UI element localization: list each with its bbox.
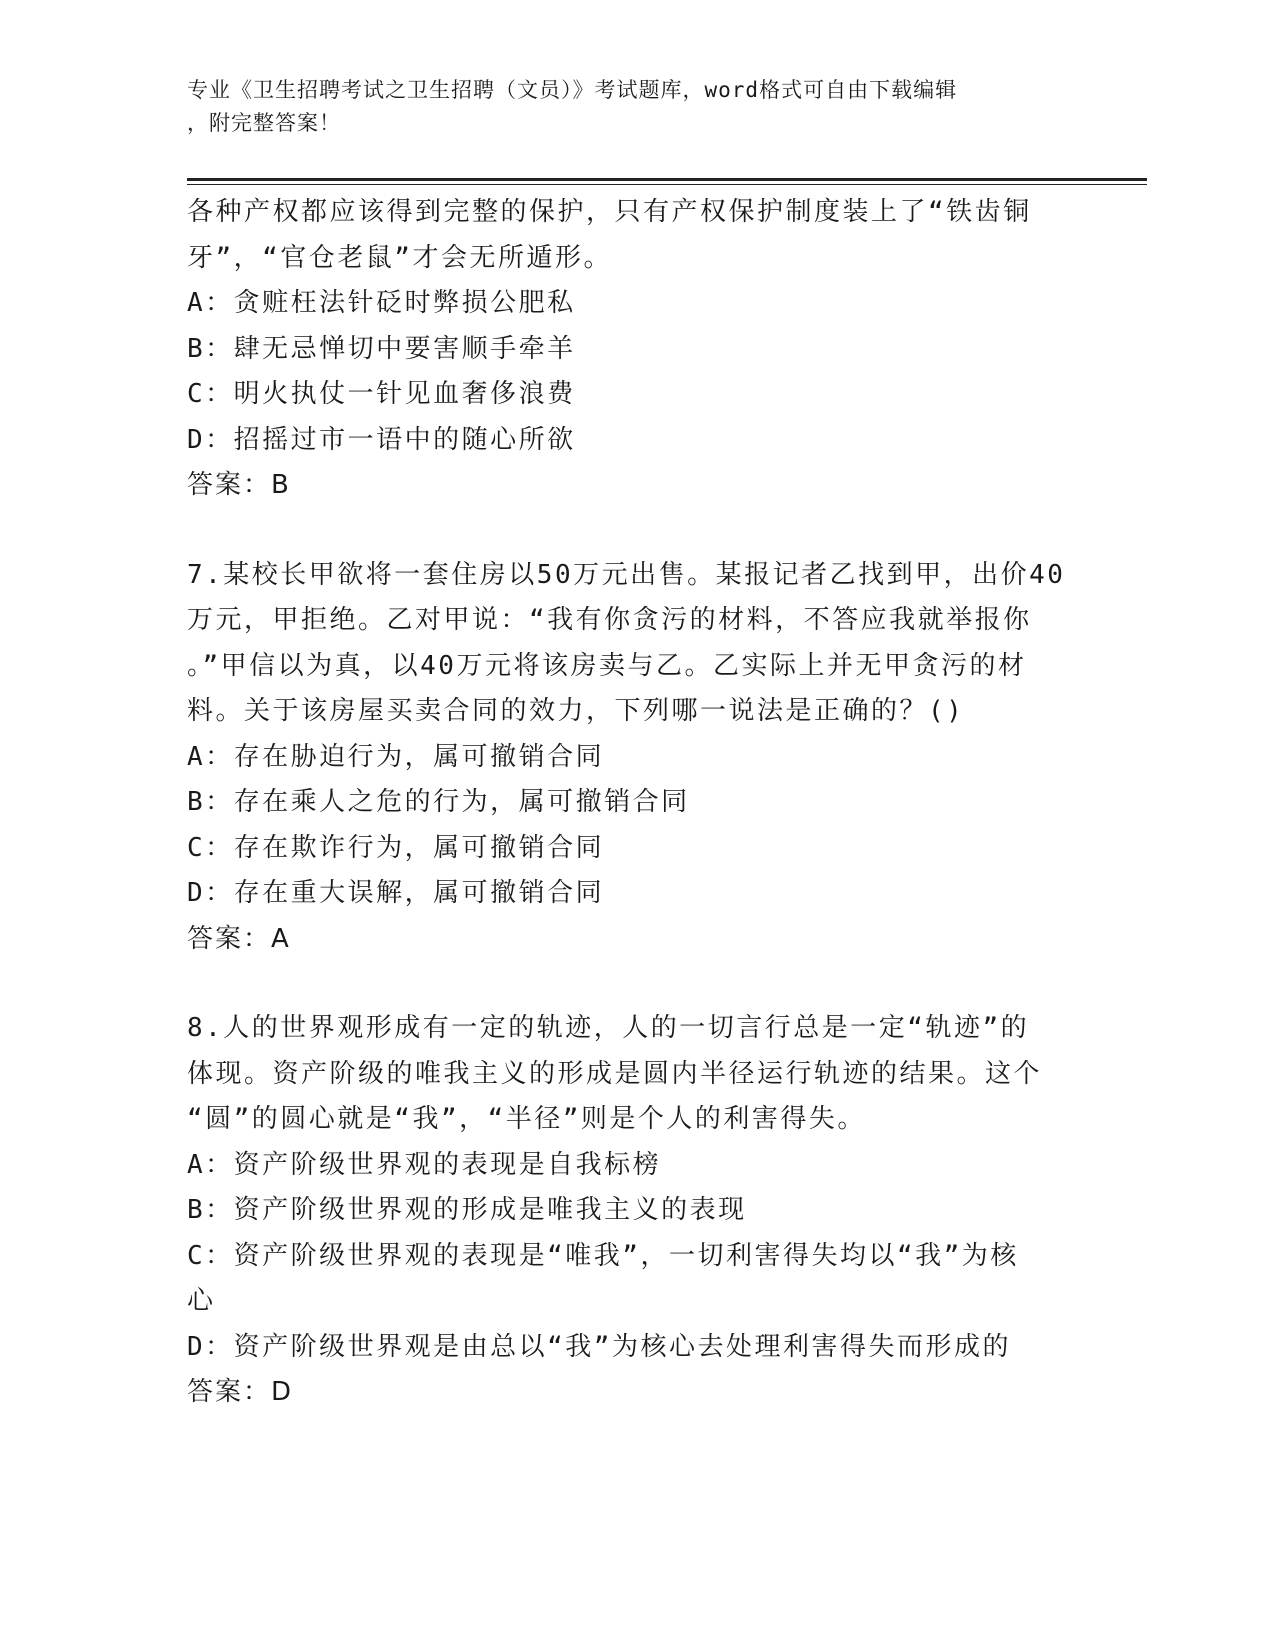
header-line: 专业《卫生招聘考试之卫生招聘（文员）》考试题库，word格式可自由下载编辑 [187, 78, 958, 102]
option-d: D：资产阶级世界观是由总以“我”为核心去处理利害得失而形成的 [187, 1331, 1011, 1362]
spacer [187, 962, 1087, 1006]
question-stem-line: 各种产权都应该得到完整的保护，只有产权保护制度装上了“铁齿铜 [187, 197, 1032, 227]
answer-line: 答案：A [187, 923, 291, 954]
question-stem-line: 万元，甲拒绝。乙对甲说：“我有你贪污的材料，不答应我就举报你 [187, 605, 1032, 635]
option-a: A：存在胁迫行为，属可撤销合同 [187, 741, 605, 772]
header-divider-thin [187, 184, 1147, 185]
option-d: D：存在重大误解，属可撤销合同 [187, 878, 605, 908]
question-stem-line: 7.某校长甲欲将一套住房以50万元出售。某报记者乙找到甲，出价40 [187, 559, 1066, 590]
question-stem-line: 8.人的世界观形成有一定的轨迹，人的一切言行总是一定“轨迹”的 [187, 1013, 1030, 1043]
answer-line: 答案：B [187, 470, 291, 500]
question-stem-line: 体现。资产阶级的唯我主义的形成是圆内半径运行轨迹的结果。这个 [187, 1058, 1043, 1089]
option-c: C：资产阶级世界观的表现是“唯我”，一切利害得失均以“我”为核 心 [187, 1240, 1019, 1316]
option-a: A：资产阶级世界观的表现是自我标榜 [187, 1149, 662, 1180]
header-divider [187, 178, 1147, 181]
option-b: B：存在乘人之危的行为，属可撤销合同 [187, 787, 690, 817]
option-c: C：明火执仗一针见血奢侈浪费 [187, 379, 576, 409]
question-list [187, 190, 1087, 1416]
option-c: C：存在欺诈行为，属可撤销合同 [187, 832, 605, 863]
question-block [187, 190, 1087, 509]
question-stem-line: 牙”，“官仓老鼠”才会无所遁形。 [187, 242, 612, 273]
question-stem-line: 。”甲信以为真，以40万元将该房卖与乙。乙实际上并无甲贪污的材 [187, 650, 1027, 681]
option-d: D：招摇过市一语中的随心所欲 [187, 424, 576, 455]
option-a: A：贪赃枉法针砭时弊损公肥私 [187, 288, 576, 318]
question-stem-line: 料。关于该房屋买卖合同的效力，下列哪一说法是正确的？() [187, 696, 965, 726]
document-header [187, 74, 1087, 140]
question-stem-line: “圆”的圆心就是“我”，“半径”则是个人的利害得失。 [187, 1104, 866, 1134]
question-block [187, 553, 1087, 963]
question-block [187, 1006, 1087, 1416]
spacer [187, 509, 1087, 553]
header-line: ，附完整答案！ [187, 111, 341, 135]
answer-line: 答案：D [187, 1377, 294, 1407]
option-b: B：资产阶级世界观的形成是唯我主义的表现 [187, 1195, 747, 1225]
option-b: B：肆无忌惮切中要害顺手牵羊 [187, 333, 576, 364]
